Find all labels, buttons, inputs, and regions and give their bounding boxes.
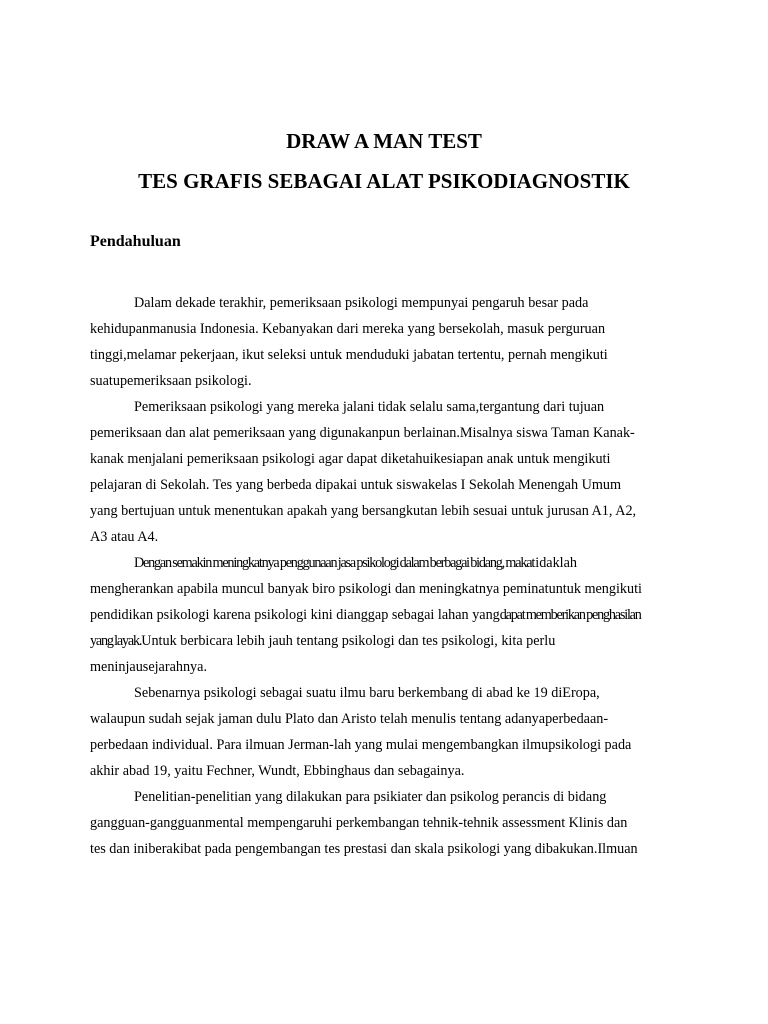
text-line: Dalam dekade terakhir, pemeriksaan psikologi mempunyai pengaruh besar pada	[134, 295, 589, 311]
condensed-text: Dengan semakin meningkatnya penggunaan jasa psikologi dalam berbagai bidang, maka	[134, 555, 532, 571]
text-line: suatupemeriksaan psikologi.	[90, 373, 252, 389]
paragraph	[90, 680, 680, 784]
document-title: DRAW A MAN TEST	[286, 129, 482, 153]
text-line: kanak menjalani pemeriksaan psikologi agar dapat diketahuikesiapan anak untuk mengikuti	[90, 451, 611, 467]
text-segment: pendidikan psikologi karena psikologi kini dianggap sebagai lahan yang	[90, 607, 500, 623]
text-line: gangguan-gangguanmental mempengaruhi perkembangan tehnik-tehnik assessment Klinis dan	[90, 815, 628, 831]
text-line	[90, 602, 680, 628]
text-line: Sebenarnya psikologi sebagai suatu ilmu baru berkembang di abad ke 19 diEropa,	[134, 685, 600, 701]
text-line: yang bertujuan untuk menentukan apakah yang bersangkutan lebih sesuai untuk jurusan A1, A2,	[90, 503, 637, 519]
condensed-text: dapat memberikan penghasilan	[499, 607, 641, 623]
text-segment: tidaklah	[531, 555, 578, 571]
text-line	[90, 628, 680, 654]
text-line: A3 atau A4.	[90, 529, 159, 545]
text-line: walaupun sudah sejak jaman dulu Plato dan Aristo telah menulis tentang adanyaperbedaan-	[90, 711, 609, 727]
paragraph	[90, 550, 680, 680]
text-line: kehidupanmanusia Indonesia. Kebanyakan dari mereka yang bersekolah, masuk perguruan	[90, 321, 606, 337]
text-line: tes dan iniberakibat pada pengembangan tes prestasi dan skala psikologi yang dibakukan.Ilmuan	[90, 841, 638, 857]
text-line: Pemeriksaan psikologi yang mereka jalani tidak selalu sama,tergantung dari tujuan	[134, 399, 605, 415]
paragraph	[90, 784, 680, 862]
paragraph	[90, 394, 680, 550]
document-subtitle: TES GRAFIS SEBAGAI ALAT PSIKODIAGNOSTIK	[138, 169, 630, 193]
text-line: pemeriksaan dan alat pemeriksaan yang digunakanpun berlainan.Misalnya siswa Taman Kanak-	[90, 425, 635, 441]
text-line: akhir abad 19, yaitu Fechner, Wundt, Ebbinghaus dan sebagainya.	[90, 763, 465, 779]
text-line: perbedaan individual. Para ilmuan Jerman-lah yang mulai mengembangkan ilmupsikologi pada	[90, 737, 632, 753]
text-line: mengherankan apabila muncul banyak biro psikologi dan meningkatnya peminatuntuk mengikuti	[90, 581, 642, 597]
text-line: meninjausejarahnya.	[90, 659, 207, 675]
text-line: pelajaran di Sekolah. Tes yang berbeda dipakai untuk siswakelas I Sekolah Menengah Umum	[90, 477, 622, 493]
section-heading: Pendahuluan	[90, 233, 181, 250]
paragraph	[90, 290, 680, 394]
condensed-text: yang layak.	[90, 633, 142, 649]
document-body	[90, 290, 680, 862]
text-segment: Untuk berbicara lebih jauh tentang psikologi dan tes psikologi, kita perlu	[141, 633, 556, 649]
text-line: tinggi,melamar pekerjaan, ikut seleksi untuk menduduki jabatan tertentu, pernah mengikuti	[90, 347, 608, 363]
text-line	[90, 550, 680, 576]
text-line: Penelitian-penelitian yang dilakukan para psikiater dan psikolog perancis di bidang	[134, 789, 607, 805]
